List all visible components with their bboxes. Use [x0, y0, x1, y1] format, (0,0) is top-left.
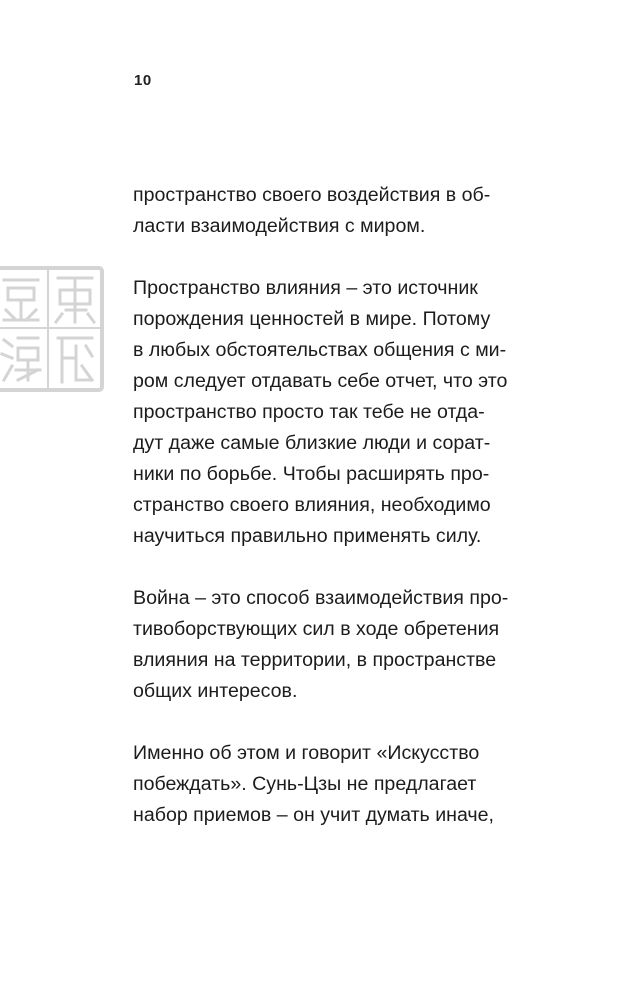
text-line: пространство просто так тебе не отда- [133, 401, 485, 423]
page-number: 10 [134, 72, 152, 89]
text-line: набор приемов – он учит думать иначе, [133, 804, 494, 826]
text-line: пространство своего воздействия в об- [133, 184, 491, 206]
text-line: общих интересов. [133, 680, 298, 702]
text-line: Именно об этом и говорит «Искусство [133, 742, 480, 764]
paragraph [133, 180, 533, 242]
text-line: порождения ценностей в мире. Потому [133, 308, 491, 330]
text-line: научиться правильно применять силу. [133, 525, 482, 547]
text-line: ласти взаимодействия с миром. [133, 215, 426, 237]
text-line: Пространство влияния – это источник [133, 277, 478, 299]
text-line: ром следует отдавать себе отчет, что это [133, 370, 508, 392]
paragraph [133, 738, 533, 831]
text-line: Война – это способ взаимодействия про- [133, 587, 509, 609]
text-line: ники по борьбе. Чтобы расширять про- [133, 463, 490, 485]
seal-stamp-icon [0, 262, 108, 396]
text-line: странство своего влияния, необходимо [133, 494, 491, 516]
body-text [133, 180, 533, 862]
text-line: побеждать». Сунь-Цзы не предлагает [133, 773, 477, 795]
text-line: влияния на территории, в пространстве [133, 649, 497, 671]
text-line: дут даже самые близкие люди и сорат- [133, 432, 491, 454]
paragraph [133, 273, 533, 552]
text-line: тивоборствующих сил в ходе обретения [133, 618, 500, 640]
text-line: в любых обстоятельствах общения с ми- [133, 339, 507, 361]
paragraph [133, 583, 533, 707]
